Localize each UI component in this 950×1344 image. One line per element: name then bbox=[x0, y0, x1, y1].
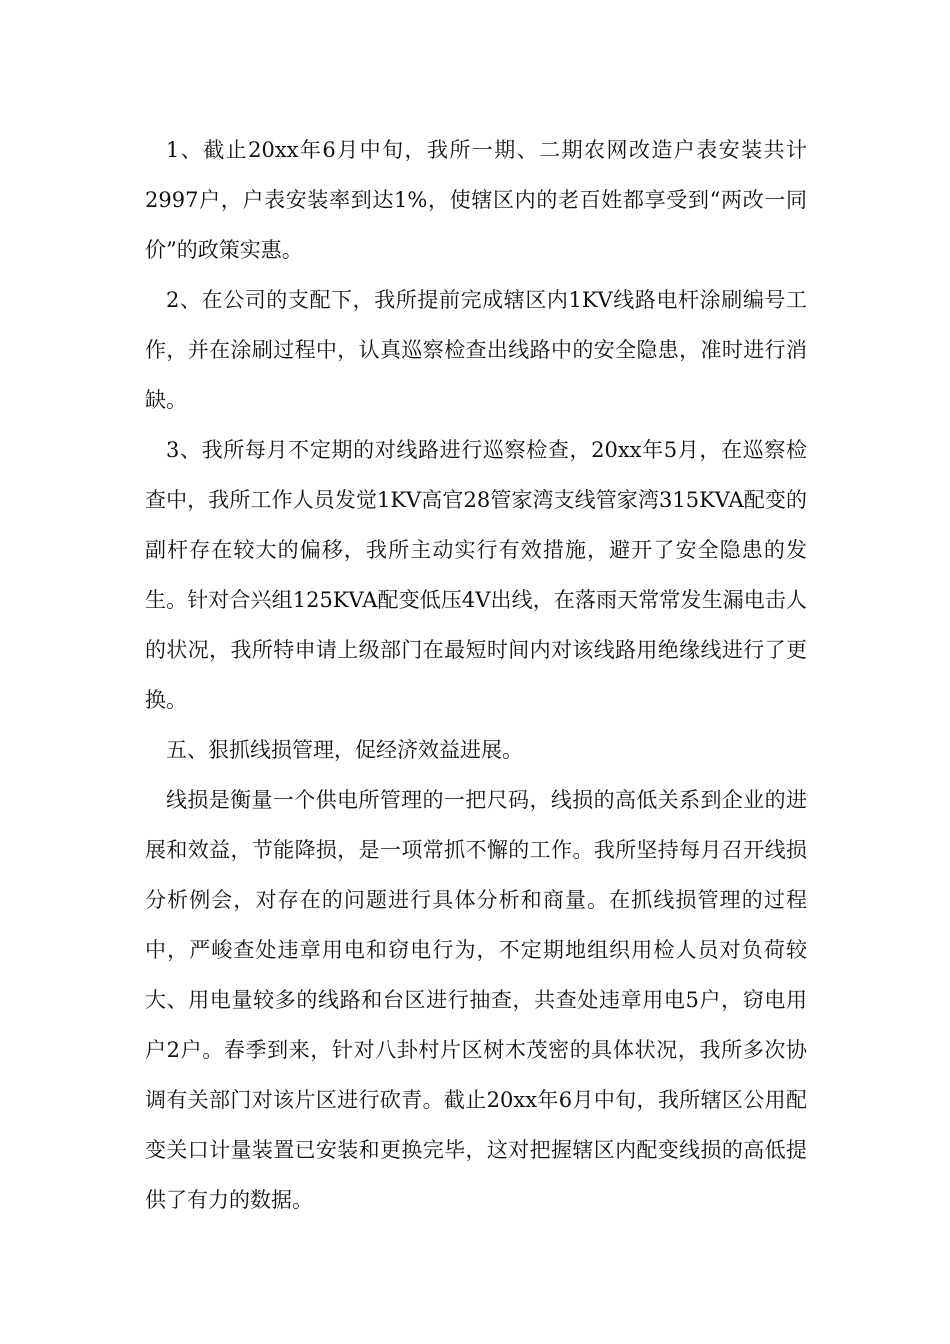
document-body bbox=[145, 125, 807, 1225]
section-heading-line-loss: 五、狠抓线损管理，促经济效益进展。 bbox=[166, 738, 523, 762]
paragraph-household-meters: 1、截止20xx年6月中旬，我所一期、二期农网改造户表安装共计2997户，户表安装率到达1%，使辖区内的老百姓都享受到“两改一同价”的政策实惠。 bbox=[145, 138, 807, 262]
paragraph-line-inspection: 3、我所每月不定期的对线路进行巡察检查，20xx年5月，在巡察检查中，我所工作人员发觉1KV高官28管家湾支线管家湾315KVA配变的副杆存在较大的偏移，我所主动实行有效措施，避开了安全隐患的发生。针对合兴组125KVA配变低压4V出线，在落雨天常常发生漏电击人的状况，我所特申请上级部门在最短时间内对该线路用绝缘线进行了更换。 bbox=[145, 438, 807, 712]
paragraph-line-loss-management: 线损是衡量一个供电所管理的一把尺码，线损的高低关系到企业的进展和效益，节能降损，是一项常抓不懈的工作。我所坚持每月召开线损分析例会，对存在的问题进行具体分析和商量。在抓线损管理的过程中，严峻查处违章用电和窃电行为，不定期地组织用检人员对负荷较大、用电量较多的线路和台区进行抽查，共查处违章用电5户，窃电用户2户。春季到来，针对八卦村片区树木茂密的具体状况，我所多次协调有关部门对该片区进行砍青。截止20xx年6月中旬，我所辖区公用配变关口计量装置已安装和更换完毕，这对把握辖区内配变线损的高低提供了有力的数据。 bbox=[145, 788, 807, 1212]
paragraph-pole-numbering: 2、在公司的支配下，我所提前完成辖区内1KV线路电杆涂刷编号工作，并在涂刷过程中，认真巡察检查出线路中的安全隐患，准时进行消缺。 bbox=[145, 288, 807, 412]
